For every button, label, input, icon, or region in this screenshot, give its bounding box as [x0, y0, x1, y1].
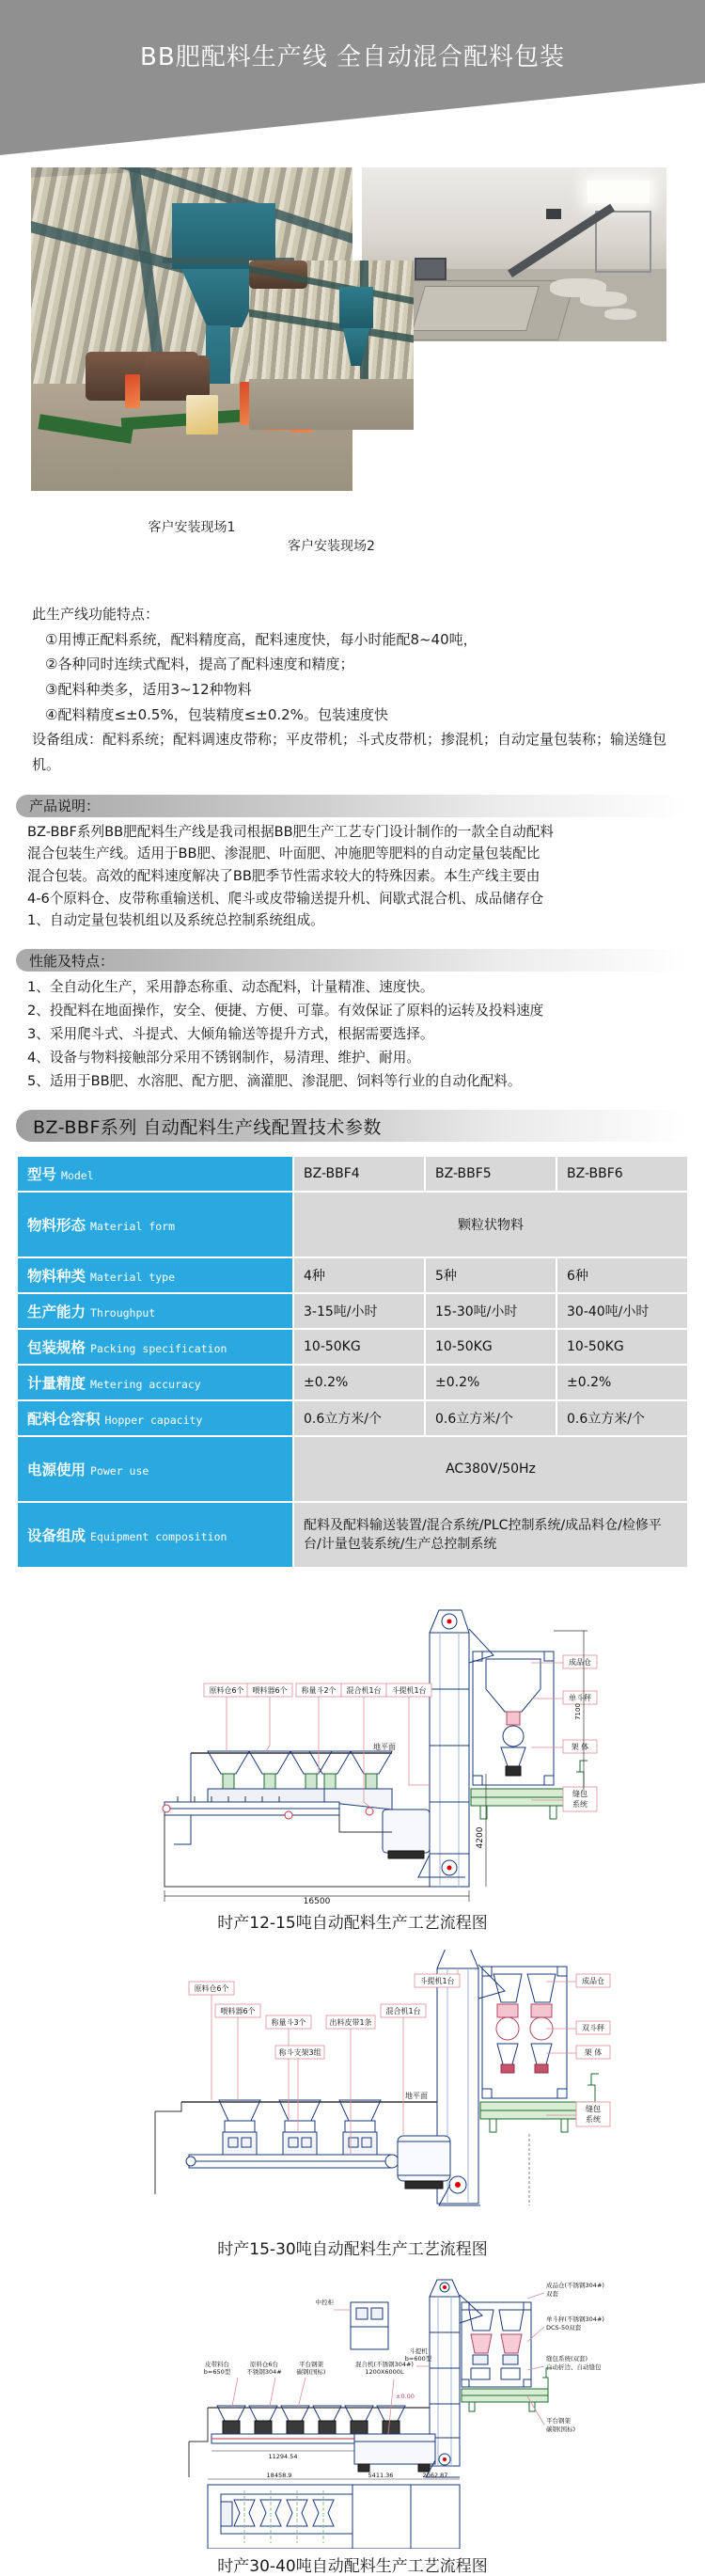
- photo-caption-1: 客户安装现场1: [148, 520, 236, 535]
- description-line: 混合包装。高效的配料速度解决了BB肥季节性需求较大的特殊因素。本生产线主要由: [27, 868, 540, 885]
- svg-text:出料皮带1条: 出料皮带1条: [329, 2018, 372, 2028]
- cell: BZ-BBF6: [557, 1157, 687, 1191]
- dimension-label: 18458.9: [266, 2472, 292, 2480]
- diagram-caption-1: 时产12-15吨自动配料生产工艺流程图: [217, 1914, 488, 1934]
- svg-text:混合机1台: 混合机1台: [385, 2007, 421, 2016]
- feature-list-title: 此生产线功能特点：: [32, 606, 160, 623]
- row-header: [18, 1503, 292, 1567]
- process-flow-diagram-3: [24, 2276, 682, 2549]
- svg-text:混合机1台: 混合机1台: [346, 1686, 382, 1696]
- product-description-body: [18, 817, 687, 932]
- page-banner: [0, 0, 705, 162]
- row-header-cn: 生产能力: [27, 1304, 86, 1321]
- diagram-caption-2: 时产15-30吨自动配料生产工艺流程图: [217, 2240, 488, 2260]
- svg-text:缝包: 缝包: [572, 1790, 588, 1799]
- cell-merged: 颗粒状物料: [294, 1193, 687, 1256]
- svg-text:双套: 双套: [546, 2290, 558, 2299]
- table-row: [18, 1157, 687, 1191]
- svg-text:缝包系统(双套): 缝包系统(双套): [546, 2355, 588, 2363]
- product-description-heading: 产品说明：: [29, 798, 101, 815]
- feature-item: ③配料种类多，适用3~12种物料: [45, 681, 252, 699]
- row-header-en: Metering accuracy: [90, 1378, 201, 1392]
- svg-text:喂料器6个: 喂料器6个: [220, 2007, 256, 2016]
- table-row: [18, 1366, 687, 1399]
- process-diagram-block-2: [0, 1950, 705, 2259]
- svg-text:成品仓: 成品仓: [582, 1977, 604, 1986]
- row-header: [18, 1294, 292, 1328]
- cell: 30-40吨/小时: [557, 1294, 687, 1328]
- performance-item: 3、采用爬斗式、斗提式、大倾角输送等提升方式，根据需要选择。: [27, 1026, 434, 1043]
- performance-heading-bar: [16, 949, 689, 972]
- row-header-cn: 包装规格: [27, 1339, 86, 1357]
- svg-text:成品仓(不锈钢304#): 成品仓(不锈钢304#): [546, 2282, 604, 2290]
- svg-text:地平面: 地平面: [373, 1743, 396, 1752]
- svg-text:1200X6000L: 1200X6000L: [365, 2368, 404, 2377]
- cell: BZ-BBF4: [294, 1157, 424, 1191]
- row-header-en: Packing specification: [90, 1342, 227, 1356]
- svg-text:碳钢(国标): 碳钢(国标): [546, 2426, 576, 2434]
- svg-text:不锈钢304#: 不锈钢304#: [246, 2368, 282, 2377]
- svg-text:成品仓: 成品仓: [569, 1658, 591, 1667]
- table-row: [18, 1437, 687, 1501]
- table-row: [18, 1330, 687, 1364]
- process-flow-diagram-2: [24, 1950, 682, 2232]
- performance-item: 4、设备与物料接触部分采用不锈钢制作，易清理、维护、耐用。: [27, 1050, 420, 1067]
- cell: BZ-BBF5: [426, 1157, 556, 1191]
- cell: 3-15吨/小时: [294, 1294, 424, 1328]
- cell: 0.6立方米/个: [294, 1401, 424, 1435]
- dimension-label: 11294.54: [268, 2453, 298, 2461]
- svg-text:系统: 系统: [586, 2115, 601, 2125]
- svg-text:原料仓6个: 原料仓6个: [194, 1984, 229, 1994]
- svg-text:架 体: 架 体: [571, 1743, 589, 1752]
- cell: 10-50KG: [557, 1330, 687, 1364]
- dimension-label: 7100: [574, 1703, 582, 1721]
- row-header-en: Material form: [90, 1220, 176, 1234]
- table-row: [18, 1503, 687, 1567]
- svg-text:称量斗2个: 称量斗2个: [301, 1686, 337, 1696]
- performance-item: 5、适用于BB肥、水溶肥、配方肥、滴灌肥、渗混肥、饲料等行业的自动化配料。: [27, 1073, 522, 1090]
- cell-merged: AC380V/50Hz: [294, 1437, 687, 1501]
- feature-item: ①用博正配料系统，配料精度高，配料速度快，每小时能配8~40吨，: [45, 630, 478, 648]
- product-description-heading-bar: [16, 795, 689, 817]
- row-header-en: Material type: [90, 1271, 176, 1285]
- svg-text:单斗秤(不锈钢304#): 单斗秤(不锈钢304#): [546, 2315, 604, 2324]
- row-header-en: Equipment composition: [90, 1530, 227, 1544]
- svg-text:平台钢架: 平台钢架: [546, 2417, 571, 2426]
- svg-text:皮带料台: 皮带料台: [205, 2361, 229, 2369]
- description-line: 4-6个原料仓、皮带称重输送机、爬斗或皮带输送提升机、间歇式混合机、成品储存仓: [27, 890, 544, 907]
- row-header-cn: 电源使用: [27, 1462, 86, 1479]
- cell: ±0.2%: [294, 1366, 424, 1399]
- spec-table-heading-bar: [16, 1110, 689, 1142]
- cell: 10-50KG: [294, 1330, 424, 1364]
- row-header-cn: 设备组成: [27, 1527, 86, 1545]
- row-header-en: Hopper capacity: [104, 1414, 203, 1428]
- svg-text:混合机(不锈钢304#): 混合机(不锈钢304#): [355, 2361, 414, 2369]
- spec-table-heading: BZ-BBF系列 自动配料生产线配置技术参数: [33, 1116, 382, 1138]
- svg-text:缝包: 缝包: [586, 2105, 601, 2114]
- page-title: BB肥配料生产线 全自动混合配料包装: [140, 43, 565, 71]
- performance-heading: 性能及特点：: [29, 952, 115, 970]
- cell-merged: 配料及配料输送装置/混合系统/PLC控制系统/成品料仓/检修平台/计量包装系统/生产总控制系统: [294, 1503, 687, 1567]
- svg-text:原料仓6个: 原料仓6个: [209, 1686, 244, 1696]
- cell: 15-30吨/小时: [426, 1294, 556, 1328]
- photo-gallery: [0, 162, 705, 600]
- row-header-en: Model: [61, 1169, 94, 1183]
- svg-text:±0.00: ±0.00: [396, 2393, 415, 2401]
- svg-text:碳钢(国标): 碳钢(国标): [296, 2368, 326, 2377]
- cell: ±0.2%: [557, 1366, 687, 1399]
- row-header-cn: 配料仓容积: [27, 1411, 101, 1429]
- row-header: [18, 1437, 292, 1501]
- row-header: [18, 1157, 292, 1191]
- photo-caption-2: 客户安装现场2: [288, 539, 375, 554]
- dimension-label: 2062.87: [422, 2472, 448, 2480]
- dimension-label: 16500: [303, 1897, 331, 1906]
- process-diagram-block-3: [0, 2276, 705, 2576]
- svg-text:喂料器6个: 喂料器6个: [252, 1686, 288, 1696]
- svg-text:DCS-50双套: DCS-50双套: [546, 2324, 582, 2332]
- row-header-cn: 计量精度: [27, 1375, 86, 1393]
- feature-list: [15, 600, 690, 778]
- svg-text:原料仓6台: 原料仓6台: [249, 2361, 279, 2369]
- svg-text:地平面: 地平面: [405, 2092, 428, 2101]
- cell: 5种: [426, 1258, 556, 1292]
- description-line: 1、自动定量包装机组以及系统总控制系统组成。: [27, 912, 324, 929]
- svg-text:架 体: 架 体: [584, 2048, 603, 2058]
- svg-text:称量斗3个: 称量斗3个: [271, 2018, 306, 2028]
- row-header: [18, 1330, 292, 1364]
- svg-text:b=650型: b=650型: [203, 2368, 231, 2377]
- performance-body: [18, 972, 687, 1093]
- row-header-cn: 物料形态: [27, 1217, 86, 1235]
- performance-item: 2、投配料在地面操作，安全、便捷、方便、可靠。有效保证了原料的运转及投料速度: [27, 1003, 544, 1019]
- row-header: [18, 1258, 292, 1292]
- banner-shape: [0, 0, 705, 162]
- table-row: [18, 1193, 687, 1256]
- svg-text:双斗秤: 双斗秤: [582, 2024, 604, 2033]
- performance-item: 1、全自动化生产，采用静态称重、动态配料，计量精准、速度快。: [27, 979, 434, 996]
- row-header: [18, 1401, 292, 1435]
- install-photo-3: [249, 261, 414, 430]
- cell: 4种: [294, 1258, 424, 1292]
- dimension-label: 4200: [476, 1827, 485, 1849]
- row-header-cn: 物料种类: [27, 1268, 86, 1286]
- row-header: [18, 1366, 292, 1399]
- svg-text:中控柜: 中控柜: [315, 2299, 334, 2307]
- feature-item: ④配料精度≤±0.5%，包装精度≤±0.2%。包装速度快: [45, 705, 388, 723]
- svg-text:平台钢架: 平台钢架: [299, 2361, 323, 2369]
- table-row: [18, 1401, 687, 1435]
- cell: 0.6立方米/个: [557, 1401, 687, 1435]
- process-flow-diagram-1: [24, 1586, 682, 1905]
- svg-text:斗提机: 斗提机: [409, 2347, 428, 2356]
- svg-text:斗提机1台: 斗提机1台: [419, 1977, 455, 1986]
- feature-item: ②各种同时连续式配料，提高了配料速度和精度；: [45, 656, 354, 673]
- cell: 0.6立方米/个: [426, 1401, 556, 1435]
- diagram-caption-3: 时产30-40吨自动配料生产工艺流程图: [217, 2557, 488, 2576]
- svg-text:斗提机1台: 斗提机1台: [391, 1686, 427, 1696]
- table-row: [18, 1258, 687, 1292]
- dimension-label: 5411.36: [368, 2472, 394, 2480]
- row-header-cn: 型号: [27, 1166, 57, 1184]
- description-line: 混合包装生产线。适用于BB肥、渗混肥、叶面肥、冲施肥等肥料的自动定量包装配比: [27, 845, 540, 862]
- cell: ±0.2%: [426, 1366, 556, 1399]
- table-row: [18, 1294, 687, 1328]
- row-header-en: Power use: [90, 1464, 149, 1478]
- svg-text:系统: 系统: [572, 1800, 588, 1810]
- equipment-composition-line: 设备组成：配料系统；配料调速皮带称；平皮带机；斗式皮带机；掺混机；自动定量包装称；输送缝包机。: [32, 731, 667, 774]
- svg-text:单斗秤: 单斗秤: [569, 1694, 591, 1703]
- spec-table: [16, 1155, 689, 1569]
- cell: 10-50KG: [426, 1330, 556, 1364]
- row-header-en: Throughput: [90, 1306, 156, 1320]
- description-line: BZ-BBF系列BB肥配料生产线是我司根据BB肥生产工艺专门设计制作的一款全自动配料: [27, 823, 554, 840]
- process-diagram-block-1: [0, 1586, 705, 1933]
- svg-text:自动折边、自动缝包: 自动折边、自动缝包: [546, 2363, 602, 2372]
- svg-text:b=600型: b=600型: [404, 2355, 432, 2363]
- svg-text:称斗支架3组: 称斗支架3组: [278, 2048, 321, 2058]
- cell: 6种: [557, 1258, 687, 1292]
- row-header: [18, 1193, 292, 1256]
